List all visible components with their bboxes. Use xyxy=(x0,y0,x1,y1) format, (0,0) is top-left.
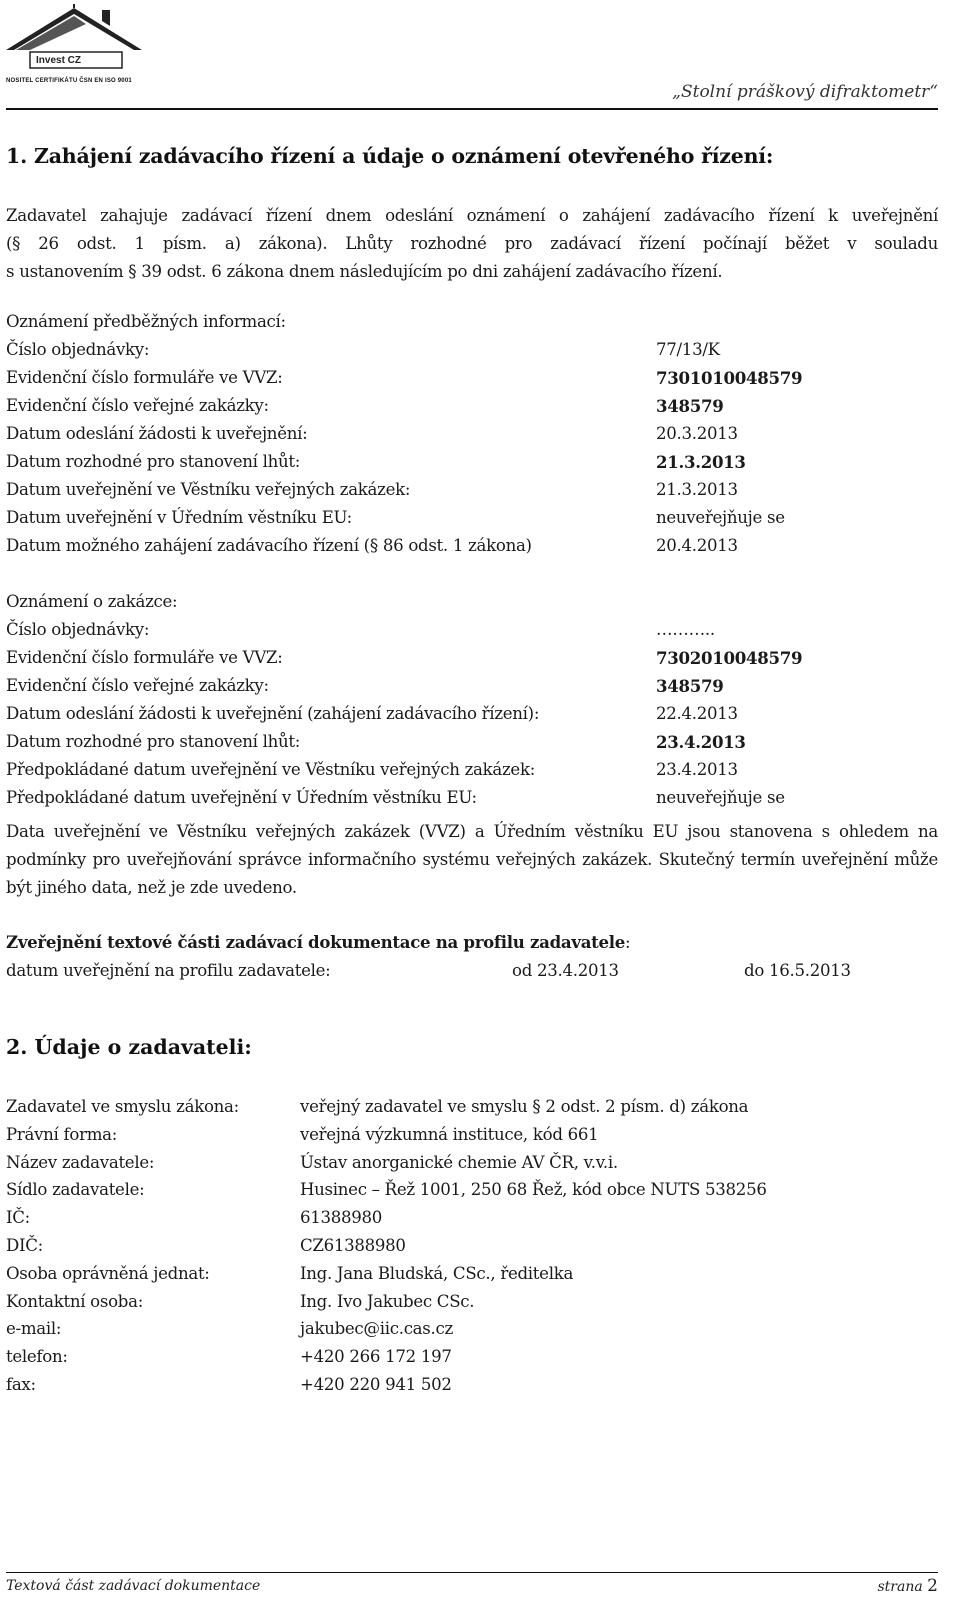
table-row: Evidenční číslo formuláře ve VVZ: 7302010048579 xyxy=(6,648,803,668)
table-row: fax: +420 220 941 502 xyxy=(6,1374,452,1394)
publication-label: datum uveřejnění na profilu zadavatele: xyxy=(6,961,331,980)
page-number-value: 2 xyxy=(927,1576,938,1596)
table-row: Právní forma: veřejná výzkumná instituce, kód 661 xyxy=(6,1124,599,1144)
publication-note: Data uveřejnění ve Věstníku veřejných zakázek (VVZ) a Úředním věstníku EU jsou stanovena s ohledem na podmínky pro uveřejňování správce informačního systému veřejných zakázek. Skutečný termín uveřejnění může být jiného data, než je zde uvedeno. xyxy=(6,822,938,897)
intro-line-3: s ustanovením § 39 odst. 6 zákona dnem následujícím po dni zahájení zadávacího řízení. xyxy=(6,262,723,281)
section1-intro xyxy=(6,202,938,230)
publication-to: do 16.5.2013 xyxy=(744,961,851,980)
table-row: Předpokládané datum uveřejnění ve Věstníku veřejných zakázek: 23.4.2013 xyxy=(6,760,738,779)
table-row: Číslo objednávky: ……….. xyxy=(6,620,715,639)
publication-dates-row xyxy=(6,957,938,985)
table-row: telefon: +420 266 172 197 xyxy=(6,1347,452,1367)
table-row: Sídlo zadavatele: Husinec – Řež 1001, 250 68 Řež, kód obce NUTS 538256 xyxy=(6,1180,767,1200)
section1-intro-3 xyxy=(6,258,938,286)
publication-heading: Zveřejnění textové části zadávací dokumentace na profilu zadavatele: xyxy=(6,932,631,952)
prior-info-heading: Oznámení předběžných informací: xyxy=(6,312,286,331)
table-row: DIČ: CZ61388980 xyxy=(6,1235,406,1255)
email-link[interactable]: jakubec@iic.cas.cz xyxy=(300,1319,453,1339)
logo-brand-text: Invest CZ xyxy=(36,55,82,66)
section1-intro-2 xyxy=(6,230,938,258)
contracting-authority-table xyxy=(6,1093,938,1399)
contract-notice-heading: Oznámení o zakázce: xyxy=(6,592,178,611)
table-row: Evidenční číslo veřejné zakázky: 348579 xyxy=(6,676,724,696)
company-logo xyxy=(6,4,146,92)
table-row: Datum rozhodné pro stanovení lhůt: 21.3.2013 xyxy=(6,452,746,472)
table-row: Datum rozhodné pro stanovení lhůt: 23.4.2013 xyxy=(6,732,746,752)
table-row: Datum uveřejnění ve Věstníku veřejných zakázek: 21.3.2013 xyxy=(6,480,738,499)
table-row: IČ: 61388980 xyxy=(6,1208,383,1228)
page-label: strana xyxy=(877,1579,923,1595)
table-row: Datum odeslání žádosti k uveřejnění: 20.3.2013 xyxy=(6,424,738,443)
contract-notice-table xyxy=(6,616,938,812)
table-row: Název zadavatele: Ústav anorganické chemie AV ČR, v.v.i. xyxy=(6,1152,618,1172)
intro-line-2: (§ 26 odst. 1 písm. a) zákona). Lhůty rozhodné pro zadávací řízení počínají běžet v souladu xyxy=(6,234,938,253)
table-row: Předpokládané datum uveřejnění v Úředním věstníku EU: neuveřejňuje se xyxy=(6,788,785,807)
header-divider xyxy=(6,108,938,110)
page-header xyxy=(0,0,960,112)
table-row: Evidenční číslo formuláře ve VVZ: 7301010048579 xyxy=(6,368,803,388)
table-row: Evidenční číslo veřejné zakázky: 348579 xyxy=(6,396,724,416)
publication-from: od 23.4.2013 xyxy=(512,961,619,980)
table-row: Datum odeslání žádosti k uveřejnění (zahájení zadávacího řízení): 22.4.2013 xyxy=(6,704,738,723)
section2-heading: 2. Údaje o zadavateli: xyxy=(6,1035,252,1059)
table-row: Datum možného zahájení zadávacího řízení (§ 86 odst. 1 zákona) 20.4.2013 xyxy=(6,536,738,555)
footer-divider xyxy=(6,1572,938,1573)
footer-doc-name: Textová část zadávací dokumentace xyxy=(6,1578,261,1594)
table-row: Osoba oprávněná jednat: Ing. Jana Bludská, CSc., ředitelka xyxy=(6,1263,574,1283)
table-row: Zadavatel ve smyslu zákona: veřejný zadavatel ve smyslu § 2 odst. 2 písm. d) zákona xyxy=(6,1097,749,1116)
table-row: Kontaktní osoba: Ing. Ivo Jakubec CSc. xyxy=(6,1291,475,1311)
page-number xyxy=(878,1576,939,1596)
page-content xyxy=(6,118,938,1399)
table-row: Datum uveřejnění v Úředním věstníku EU: neuveřejňuje se xyxy=(6,508,785,527)
logo-certificate-text: NOSITEL CERTIFIKÁTU ČSN EN ISO 9001 xyxy=(6,78,132,84)
section1-heading: 1. Zahájení zadávacího řízení a údaje o oznámení otevřeného řízení: xyxy=(6,144,774,168)
roof-logo-icon xyxy=(6,4,146,78)
prior-info-table xyxy=(6,336,938,560)
intro-line-1: Zadavatel zahajuje zadávací řízení dnem odeslání oznámení o zahájení zadávacího řízení k uveřejnění xyxy=(6,206,938,225)
table-row: Číslo objednávky: 77/13/K xyxy=(6,340,720,359)
table-row: e-mail: jakubec@iic.cas.cz xyxy=(6,1315,938,1343)
document-title: „Stolní práškový difraktometr“ xyxy=(672,82,938,102)
